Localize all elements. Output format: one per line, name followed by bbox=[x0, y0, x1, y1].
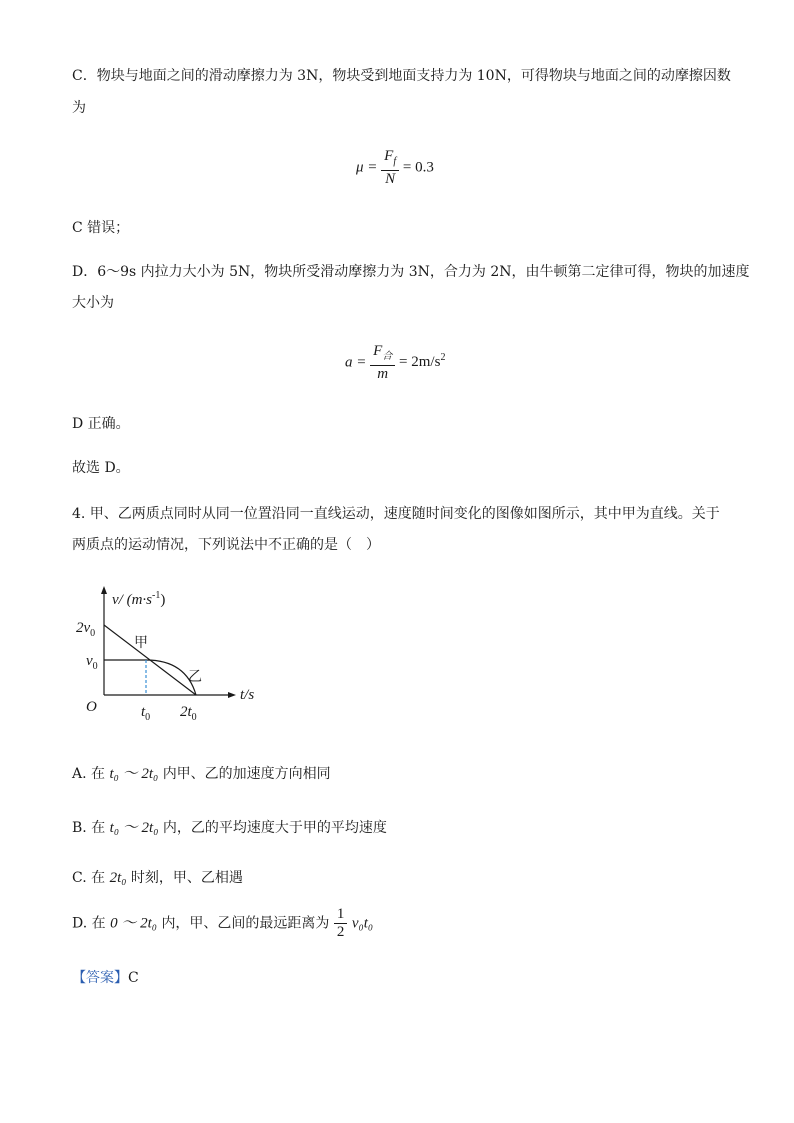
x-axis-label: t/s bbox=[240, 687, 255, 703]
paragraph-c-verdict: C 错误； bbox=[72, 220, 130, 236]
option-d-prefix: D. 在 bbox=[72, 915, 106, 932]
formula-denominator: m bbox=[377, 366, 389, 382]
formula-numerator: $F_f$ bbox=[381, 148, 399, 171]
formula-numerator: $F_合$ bbox=[370, 343, 395, 366]
x-tick-t0: $t_0$ bbox=[141, 704, 151, 723]
formula-rhs: = 0.3 bbox=[402, 159, 434, 176]
answer-line bbox=[72, 968, 139, 988]
formula-fraction bbox=[370, 343, 395, 383]
option-c-text: 时刻，甲、乙相遇 bbox=[130, 870, 243, 886]
y-axis-label: v/ $(m\cdot s^{-1})$ bbox=[112, 590, 166, 608]
label-jia: 甲 bbox=[134, 635, 148, 651]
x-tick-2t0: $2t_0$ bbox=[180, 704, 197, 723]
paragraph-c-line1: C．物块与地面之间的滑动摩擦力为 3N，物块受到地面支持力为 10N，可得物块与地面之间的动摩擦因数 bbox=[72, 68, 731, 84]
origin-label: O bbox=[86, 699, 97, 715]
formula-lhs: a = bbox=[345, 354, 367, 371]
question-line2: 两质点的运动情况，下列说法中不正确的是（ ） bbox=[72, 537, 380, 553]
answer-value: C bbox=[128, 970, 139, 986]
formula-friction-coefficient bbox=[356, 148, 434, 188]
option-d-tail: v₀t₀ bbox=[351, 915, 374, 932]
option-d-range: 0 ～ 2t₀ bbox=[110, 915, 157, 932]
formula-lhs: μ = bbox=[356, 159, 378, 176]
choose-statement: 故选 D。 bbox=[72, 460, 130, 476]
option-c-prefix: C. 在 bbox=[72, 870, 106, 886]
paragraph-d-verdict: D 正确。 bbox=[72, 416, 130, 432]
velocity-time-graph bbox=[70, 580, 290, 730]
paragraph-d-line1: D．6～9s 内拉力大小为 5N，物块所受滑动摩擦力为 3N，合力为 2N，由牛顿第二定律可得，物块的加速度 bbox=[72, 264, 750, 280]
formula-rhs: = $2m/s^2$ bbox=[399, 352, 446, 371]
option-c[interactable] bbox=[72, 868, 243, 888]
fraction-denominator: 2 bbox=[336, 924, 345, 940]
formula-fraction bbox=[381, 148, 399, 188]
formula-denominator: N bbox=[385, 171, 396, 187]
option-d-fraction bbox=[334, 906, 348, 941]
option-b-text: 内，乙的平均速度大于甲的平均速度 bbox=[162, 820, 387, 836]
y-tick-v0: $v_0$ bbox=[86, 653, 98, 672]
curve-yi bbox=[104, 660, 196, 695]
fraction-numerator: 1 bbox=[334, 906, 348, 924]
option-a-text: 内甲、乙的加速度方向相同 bbox=[162, 766, 331, 782]
option-a[interactable] bbox=[72, 764, 331, 784]
label-yi: 乙 bbox=[188, 669, 202, 685]
option-d[interactable] bbox=[72, 906, 373, 941]
option-d-text: 内，甲、乙间的最远距离为 bbox=[161, 915, 330, 932]
option-b[interactable] bbox=[72, 818, 387, 838]
option-a-prefix: A. 在 bbox=[72, 766, 106, 782]
option-b-prefix: B. 在 bbox=[72, 820, 106, 836]
paragraph-c-line2: 为 bbox=[72, 100, 86, 116]
option-a-range: t₀ ～ 2t₀ bbox=[109, 766, 159, 782]
question-line1: 4. 甲、乙两质点同时从同一位置沿同一直线运动，速度随时间变化的图像如图所示，其中甲为直线。关于 bbox=[72, 506, 720, 522]
paragraph-d-line2: 大小为 bbox=[72, 295, 114, 311]
y-tick-2v0: $2v_0$ bbox=[76, 620, 96, 639]
x-axis-arrow-icon bbox=[228, 692, 236, 698]
formula-acceleration bbox=[345, 343, 445, 383]
y-axis-arrow-icon bbox=[101, 586, 107, 594]
option-c-range: 2t₀ bbox=[109, 870, 127, 886]
option-b-range: t₀ ～ 2t₀ bbox=[109, 820, 159, 836]
answer-tag: 【答案】 bbox=[72, 970, 128, 986]
